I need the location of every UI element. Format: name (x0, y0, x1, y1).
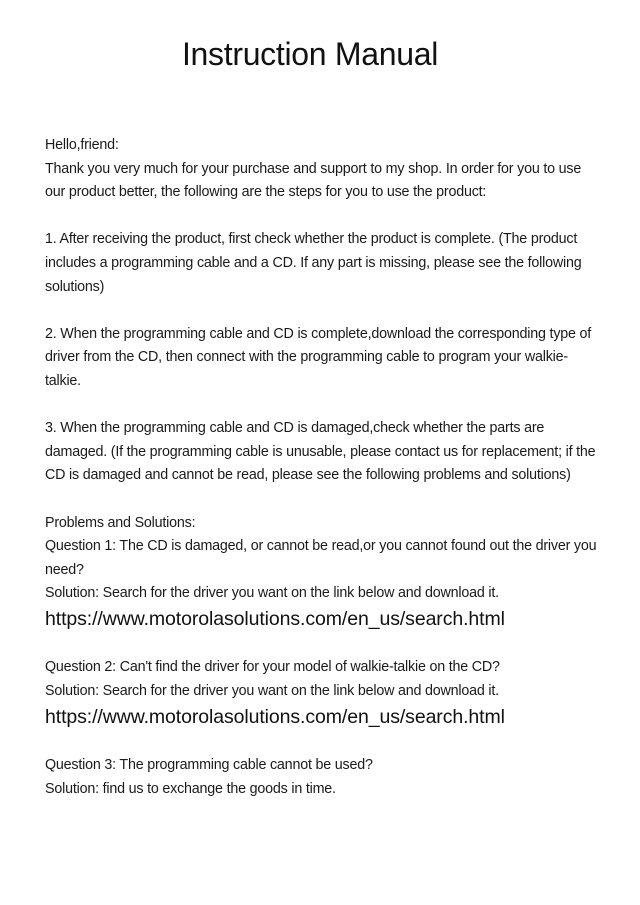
step-3-paragraph: 3. When the programming cable and CD is damaged,check whether the parts are damaged. (If the programming cable is unusable, please contact us for replacement; if the CD is damaged and cannot be read, please see the following problems and solutions) (45, 420, 596, 484)
paragraph-gap (45, 394, 601, 418)
solution-2-text: Solution: Search for the driver you want on the link below and download it. (45, 683, 499, 700)
question-1-text: Question 1: The CD is damaged, or cannot be read,or you cannot found out the driver you need? (45, 538, 597, 578)
solution-1-text: Solution: Search for the driver you want on the link below and download it. (45, 585, 499, 602)
paragraph-gap (45, 488, 601, 512)
question-3-text: Question 3: The programming cable cannot be used? (45, 757, 373, 774)
solution-2-link[interactable]: https://www.motorolasolutions.com/en_us/search.html (45, 705, 505, 728)
page-title: Instruction Manual (181, 36, 439, 72)
step-1-paragraph: 1. After receiving the product, first check whether the product is complete. (The product includes a programming cable and a CD. If any part is missing, please see the following solutions) (45, 231, 582, 295)
solution-3-text: Solution: find us to exchange the goods in time. (45, 780, 336, 797)
question-2-text: Question 2: Can't find the driver for your model of walkie-talkie on the CD? (45, 659, 500, 676)
manual-body (45, 134, 601, 801)
paragraph-gap (45, 205, 601, 229)
paragraph-gap (45, 633, 601, 657)
intro-paragraph: Thank you very much for your purchase and support to my shop. In order for you to use our product better, the following are the steps for you to use the product: (45, 160, 582, 201)
problems-heading: Problems and Solutions: (45, 514, 196, 531)
solution-1-link[interactable]: https://www.motorolasolutions.com/en_us/search.html (45, 607, 505, 630)
paragraph-gap (45, 299, 601, 323)
step-2-paragraph: 2. When the programming cable and CD is complete,download the corresponding type of driver from the CD, then connect with the programming cable to program your walkie-talkie. (45, 325, 592, 389)
paragraph-gap (45, 731, 601, 755)
greeting-text: Hello,friend: (45, 137, 119, 153)
